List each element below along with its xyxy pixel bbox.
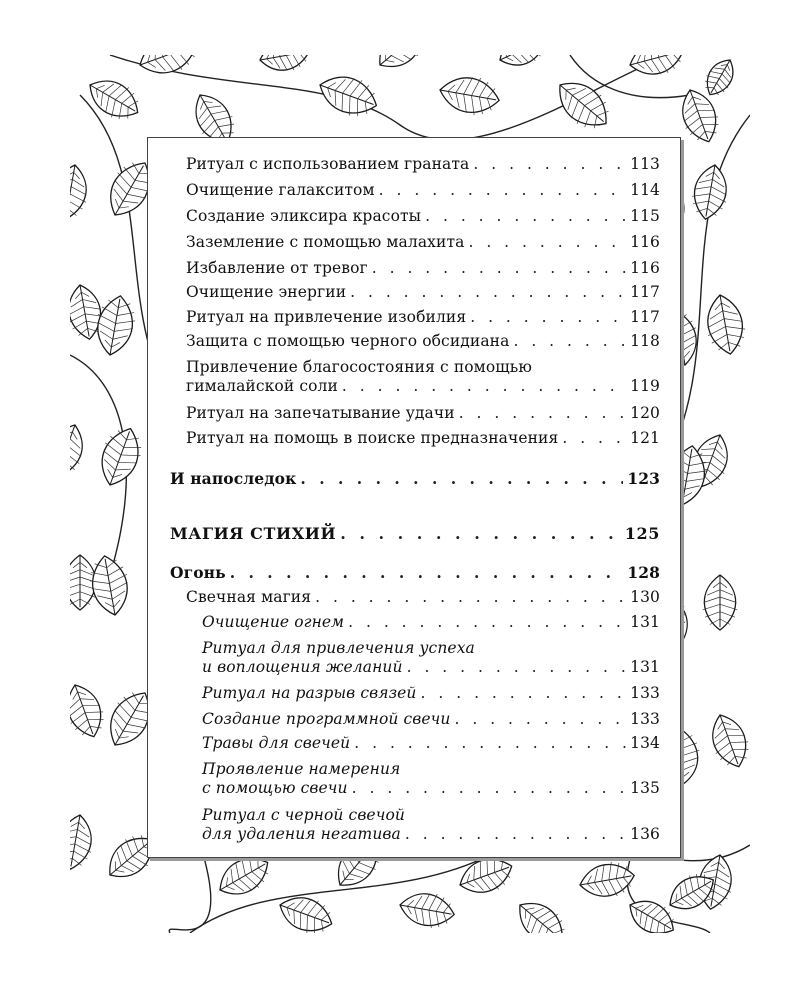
leader-dots [473, 155, 626, 174]
toc-entry-title: Ритуал на запечатывание удачи [186, 404, 455, 422]
toc-entry-page: 123 [627, 469, 660, 488]
leader-dots [425, 207, 626, 226]
toc-entry-page: 128 [627, 563, 660, 582]
toc-entry[interactable] [186, 233, 660, 252]
toc-entry-title: Защита с помощью черного обсидиана [186, 332, 510, 350]
toc-entry[interactable] [202, 684, 660, 703]
toc-entry-page: 117 [630, 308, 660, 326]
leader-dots [350, 283, 626, 302]
toc-entry-page: 131 [630, 613, 660, 631]
toc-entry[interactable] [202, 734, 660, 753]
leader-dots [372, 259, 626, 278]
toc-entry-title: Ритуал на разрыв связей [202, 684, 417, 702]
toc-entry-page: 114 [630, 181, 660, 199]
leader-dots [470, 308, 626, 327]
leader-dots [300, 469, 623, 488]
leader-dots [513, 332, 626, 351]
toc-entry-page: 119 [630, 377, 660, 395]
toc-entry[interactable] [186, 404, 660, 423]
leader-dots [354, 734, 626, 753]
leader-dots [342, 377, 626, 396]
toc-entry-title: Свечная магия [186, 588, 312, 606]
toc-entry-page: 116 [630, 259, 660, 277]
toc-entry-page: 118 [630, 332, 660, 350]
leader-dots [348, 613, 626, 632]
leader-dots [315, 588, 626, 607]
toc-part-entry[interactable] [170, 524, 660, 543]
toc-entry-title: Очищение огнем [202, 613, 345, 631]
toc-entry-page: 130 [630, 588, 660, 606]
toc-entry[interactable] [202, 760, 660, 798]
toc-entry-title-line2: и воплощения желаний [202, 658, 403, 676]
toc-entry-title: Ритуал с использованием граната [186, 155, 470, 173]
toc-entry-page: 117 [630, 283, 660, 301]
toc-entry-title: Избавление от тревог [186, 259, 368, 277]
toc-entry[interactable] [202, 710, 660, 729]
leader-dots [421, 684, 627, 703]
toc-entry[interactable] [186, 207, 660, 226]
toc-entry-title-line2: для удаления негатива [202, 825, 401, 843]
toc-entry-title-line1: Ритуал для привлечения успеха [202, 639, 475, 657]
leader-dots [405, 825, 626, 844]
toc-entry-title: Очищение энергии [186, 283, 347, 301]
toc-entry-page: 133 [630, 684, 660, 702]
toc-entry-page: 131 [630, 658, 660, 676]
leader-dots [379, 181, 626, 200]
toc-entry-page: 133 [630, 710, 660, 728]
toc-entry-title-line1: Ритуал с черной свечой [202, 806, 405, 824]
toc-entry-title: Заземление с помощью малахита [186, 233, 465, 251]
toc-entry[interactable] [202, 639, 660, 677]
leader-dots [562, 429, 626, 448]
toc-entry-page: 135 [630, 779, 660, 797]
leader-dots [352, 779, 626, 798]
table-of-contents [147, 137, 681, 858]
toc-entry-page: 136 [630, 825, 660, 843]
leader-dots [407, 658, 627, 677]
leader-dots [340, 524, 621, 543]
leader-dots [230, 563, 624, 582]
toc-section-entry[interactable] [170, 469, 660, 488]
toc-entry-title: И напоследок [170, 469, 297, 488]
toc-entry[interactable] [186, 308, 660, 327]
toc-entry-title: МАГИЯ СТИХИЙ [170, 524, 337, 543]
toc-entry[interactable] [186, 332, 660, 351]
toc-entry-title-line2: с помощью свечи [202, 779, 348, 797]
toc-entry-page: 113 [630, 155, 660, 173]
toc-entry[interactable] [186, 181, 660, 200]
toc-entry-title-line2: гималайской соли [186, 377, 338, 395]
toc-entry-page: 120 [630, 404, 660, 422]
toc-subchapter-entry[interactable] [186, 588, 660, 607]
toc-entry[interactable] [186, 259, 660, 278]
toc-entry-page: 125 [624, 524, 660, 543]
toc-entry-page: 121 [630, 429, 660, 447]
toc-entry-page: 116 [630, 233, 660, 251]
toc-chapter-entry[interactable] [170, 563, 660, 582]
toc-entry-title-line1: Проявление намерения [202, 760, 401, 778]
toc-entry-title: Травы для свечей [202, 734, 351, 752]
toc-entry-title: Огонь [170, 563, 226, 582]
toc-entry-page: 115 [630, 207, 660, 225]
toc-entry[interactable] [186, 429, 660, 448]
toc-entry-title: Ритуал на помощь в поиске предназначения [186, 429, 559, 447]
toc-entry[interactable] [202, 613, 660, 632]
toc-entry-title: Создание программной свечи [202, 710, 451, 728]
leader-dots [455, 710, 627, 729]
leader-dots [459, 404, 626, 423]
toc-entry-title-line1: Привлечение благосостояния с помощью [186, 358, 532, 376]
toc-entry-title: Ритуал на привлечение изобилия [186, 308, 467, 326]
toc-entry[interactable] [202, 806, 660, 844]
toc-entry[interactable] [186, 283, 660, 302]
toc-entry[interactable] [186, 358, 660, 396]
toc-entry-title: Создание эликсира красоты [186, 207, 422, 225]
toc-entry-page: 134 [630, 734, 660, 752]
leader-dots [468, 233, 626, 252]
toc-entry-title: Очищение галакситом [186, 181, 375, 199]
toc-entry[interactable] [186, 155, 660, 174]
